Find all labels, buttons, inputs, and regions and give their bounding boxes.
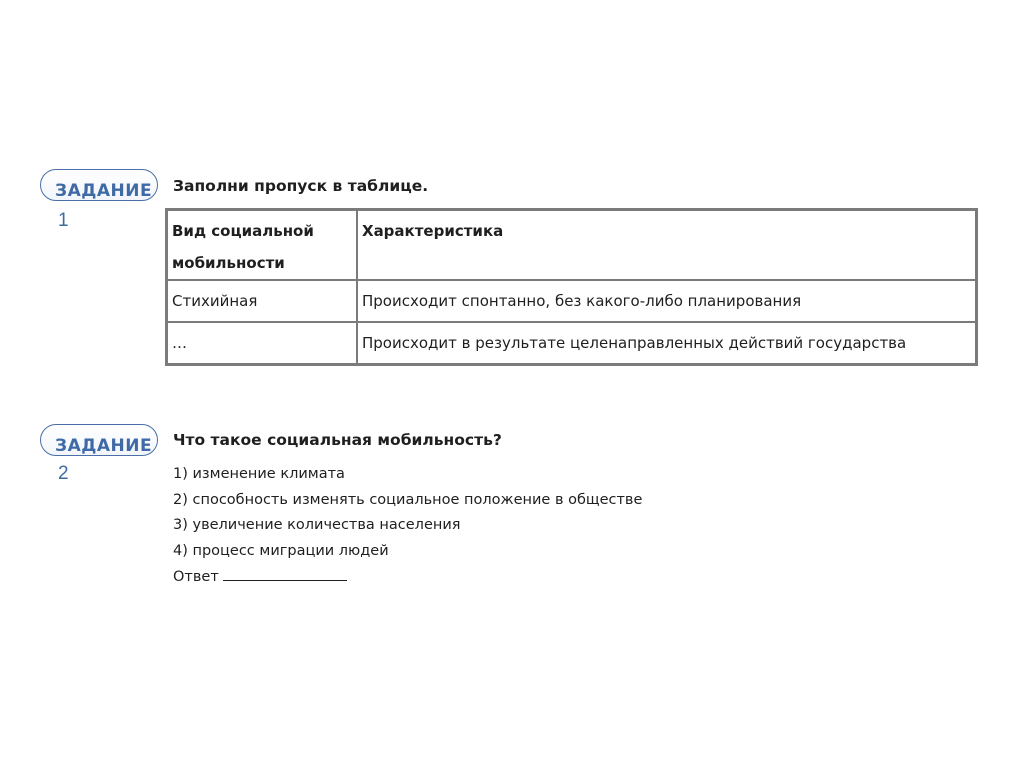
task-title-2: Что такое социальная мобильность?	[173, 431, 502, 449]
task-badge-label: ЗАДАНИЕ	[55, 181, 153, 201]
table-cell: Происходит в результате целенаправленных действий государства	[357, 322, 977, 365]
task-badge-label: ЗАДАНИЕ	[55, 436, 153, 456]
answer-option-3: 3) увеличение количества населения	[173, 517, 461, 534]
answer-option-1: 1) изменение климата	[173, 466, 345, 482]
table-header-row	[167, 210, 977, 281]
table-header-cell: Вид социальной мобильности	[167, 210, 358, 281]
table-cell: Стихийная	[167, 280, 358, 322]
answer-blank[interactable]	[223, 566, 347, 581]
task-title-1: Заполни пропуск в таблице.	[173, 177, 429, 195]
table-cell-blank[interactable]: …	[167, 322, 358, 365]
task-number-2: 2	[58, 463, 69, 484]
table-cell: Происходит спонтанно, без какого-либо планирования	[357, 280, 977, 322]
table-row	[167, 322, 977, 365]
answer-option-2: 2) способность изменять социальное положение в обществе	[173, 491, 643, 508]
table-header-cell: Характеристика	[357, 210, 977, 281]
answer-options	[173, 462, 642, 591]
table-row	[167, 280, 977, 322]
answer-line-row	[173, 565, 642, 591]
task-badge-1	[40, 169, 158, 201]
answer-option-4: 4) процесс миграции людей	[173, 543, 389, 560]
task-number-1: 1	[58, 210, 69, 231]
task-badge-2	[40, 424, 158, 456]
answer-label: Ответ	[173, 568, 219, 585]
mobility-table	[165, 208, 978, 366]
